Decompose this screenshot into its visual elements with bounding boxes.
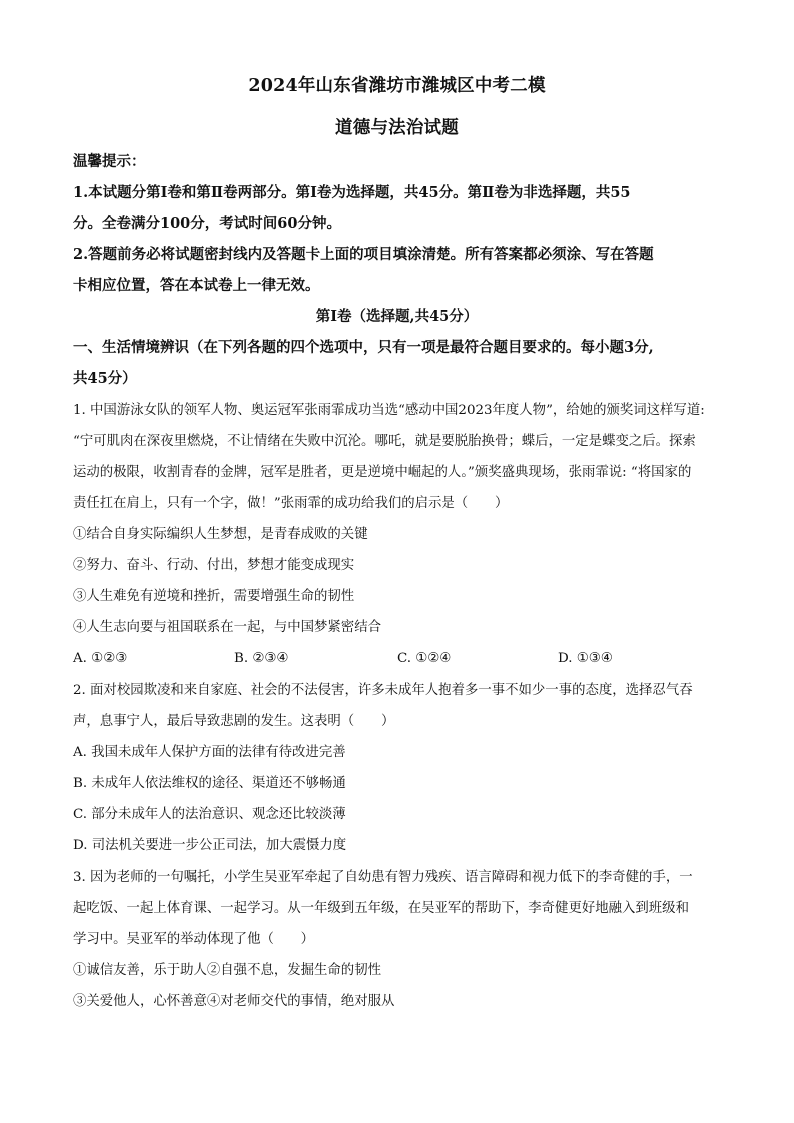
q3-statements-3-4: ③关爱他人，心怀善意④对老师交代的事情，绝对服从 xyxy=(73,994,395,1009)
q1-stem-line-2: “宁可肌肉在深夜里燃烧，不让情绪在失败中沉沦。哪吒，就是要脱胎换骨；蝶后，一定是蝶变之后。探索 xyxy=(73,434,696,449)
q1-stem-line-3: 运动的极限，收割青春的金牌，冠军是胜者，更是逆境中崛起的人。”颁奖盛典现场，张雨霏说: “将国家的 xyxy=(73,465,692,480)
notice-line-4: 卡相应位置，答在本试卷上一律无效。 xyxy=(73,277,320,294)
exam-title: 2024年山东省潍坊市潍城区中考二模 xyxy=(248,76,546,96)
q2-stem-line-1: 2. 面对校园欺凌和来自家庭、社会的不法侵害，许多未成年人抱着多一事不如少一事的态度，选择忍气吞 xyxy=(73,683,693,698)
notice-heading: 温馨提示： xyxy=(73,153,146,170)
q1-stem-line-1: 1. 中国游泳女队的领军人物、奥运冠军张雨霏成功当选“感动中国2023年度人物”，给她的颁奖词这样写道: xyxy=(73,403,705,418)
section-1-instructions-line-1: 一、生活情境辨识（在下列各题的四个选项中，只有一项是最符合题目要求的。每小题3分, xyxy=(73,339,654,356)
q2-option-b: B. 未成年人依法维权的途径、渠道还不够畅通 xyxy=(73,776,346,791)
section-1-instructions-line-2: 共45分） xyxy=(73,370,137,387)
q1-statement-2: ②努力、奋斗、行动、付出，梦想才能变成现实 xyxy=(73,558,355,573)
q3-statements-1-2: ①诚信友善，乐于助人②自强不息，发掘生命的韧性 xyxy=(73,963,381,978)
q3-stem-line-2: 起吃饭、一起上体育课、一起学习。从一年级到五年级，在吴亚军的帮助下，李奇健更好地融入到班级和 xyxy=(73,901,689,916)
exam-subject: 道德与法治试题 xyxy=(335,118,459,138)
notice-line-3: 2.答题前务必将试题密封线内及答题卡上面的项目填涂清楚。所有答案都必须涂、写在答题 xyxy=(73,246,654,263)
notice-line-2: 分。全卷满分100分，考试时间60分钟。 xyxy=(73,215,341,232)
q3-stem-line-3: 学习中。吴亚军的举动体现了他（ ） xyxy=(73,932,315,947)
q3-stem-line-1: 3. 因为老师的一句嘱托，小学生吴亚军牵起了自幼患有智力残疾、语言障碍和视力低下的李奇健的手，一 xyxy=(73,870,693,885)
q2-option-d: D. 司法机关要进一步公正司法，加大震慑力度 xyxy=(73,838,347,853)
q1-option-a: A. ①②③ xyxy=(73,651,128,666)
q2-option-a: A. 我国未成年人保护方面的法律有待改进完善 xyxy=(73,745,346,760)
q1-statement-4: ④人生志向要与祖国联系在一起，与中国梦紧密结合 xyxy=(73,620,381,635)
q1-option-c: C. ①②④ xyxy=(397,651,452,666)
q1-stem-line-4: 责任扛在肩上，只有一个字，做！”张雨霏的成功给我们的启示是（ ） xyxy=(73,496,509,511)
notice-line-1: 1.本试题分第Ⅰ卷和第Ⅱ卷两部分。第Ⅰ卷为选择题，共45分。第Ⅱ卷为非选择题，共55 xyxy=(73,184,631,201)
q1-option-d: D. ①③④ xyxy=(558,651,613,666)
q2-option-c: C. 部分未成年人的法治意识、观念还比较淡薄 xyxy=(73,807,346,822)
q1-statement-3: ③人生难免有逆境和挫折，需要增强生命的韧性 xyxy=(73,589,355,604)
q2-stem-line-2: 声，息事宁人，最后导致悲剧的发生。这表明（ ） xyxy=(73,714,395,729)
q1-option-b: B. ②③④ xyxy=(234,651,289,666)
q1-statement-1: ①结合自身实际编织人生梦想，是青春成败的关键 xyxy=(73,527,368,542)
part-1-heading: 第Ⅰ卷（选择题,共45分） xyxy=(315,308,479,325)
